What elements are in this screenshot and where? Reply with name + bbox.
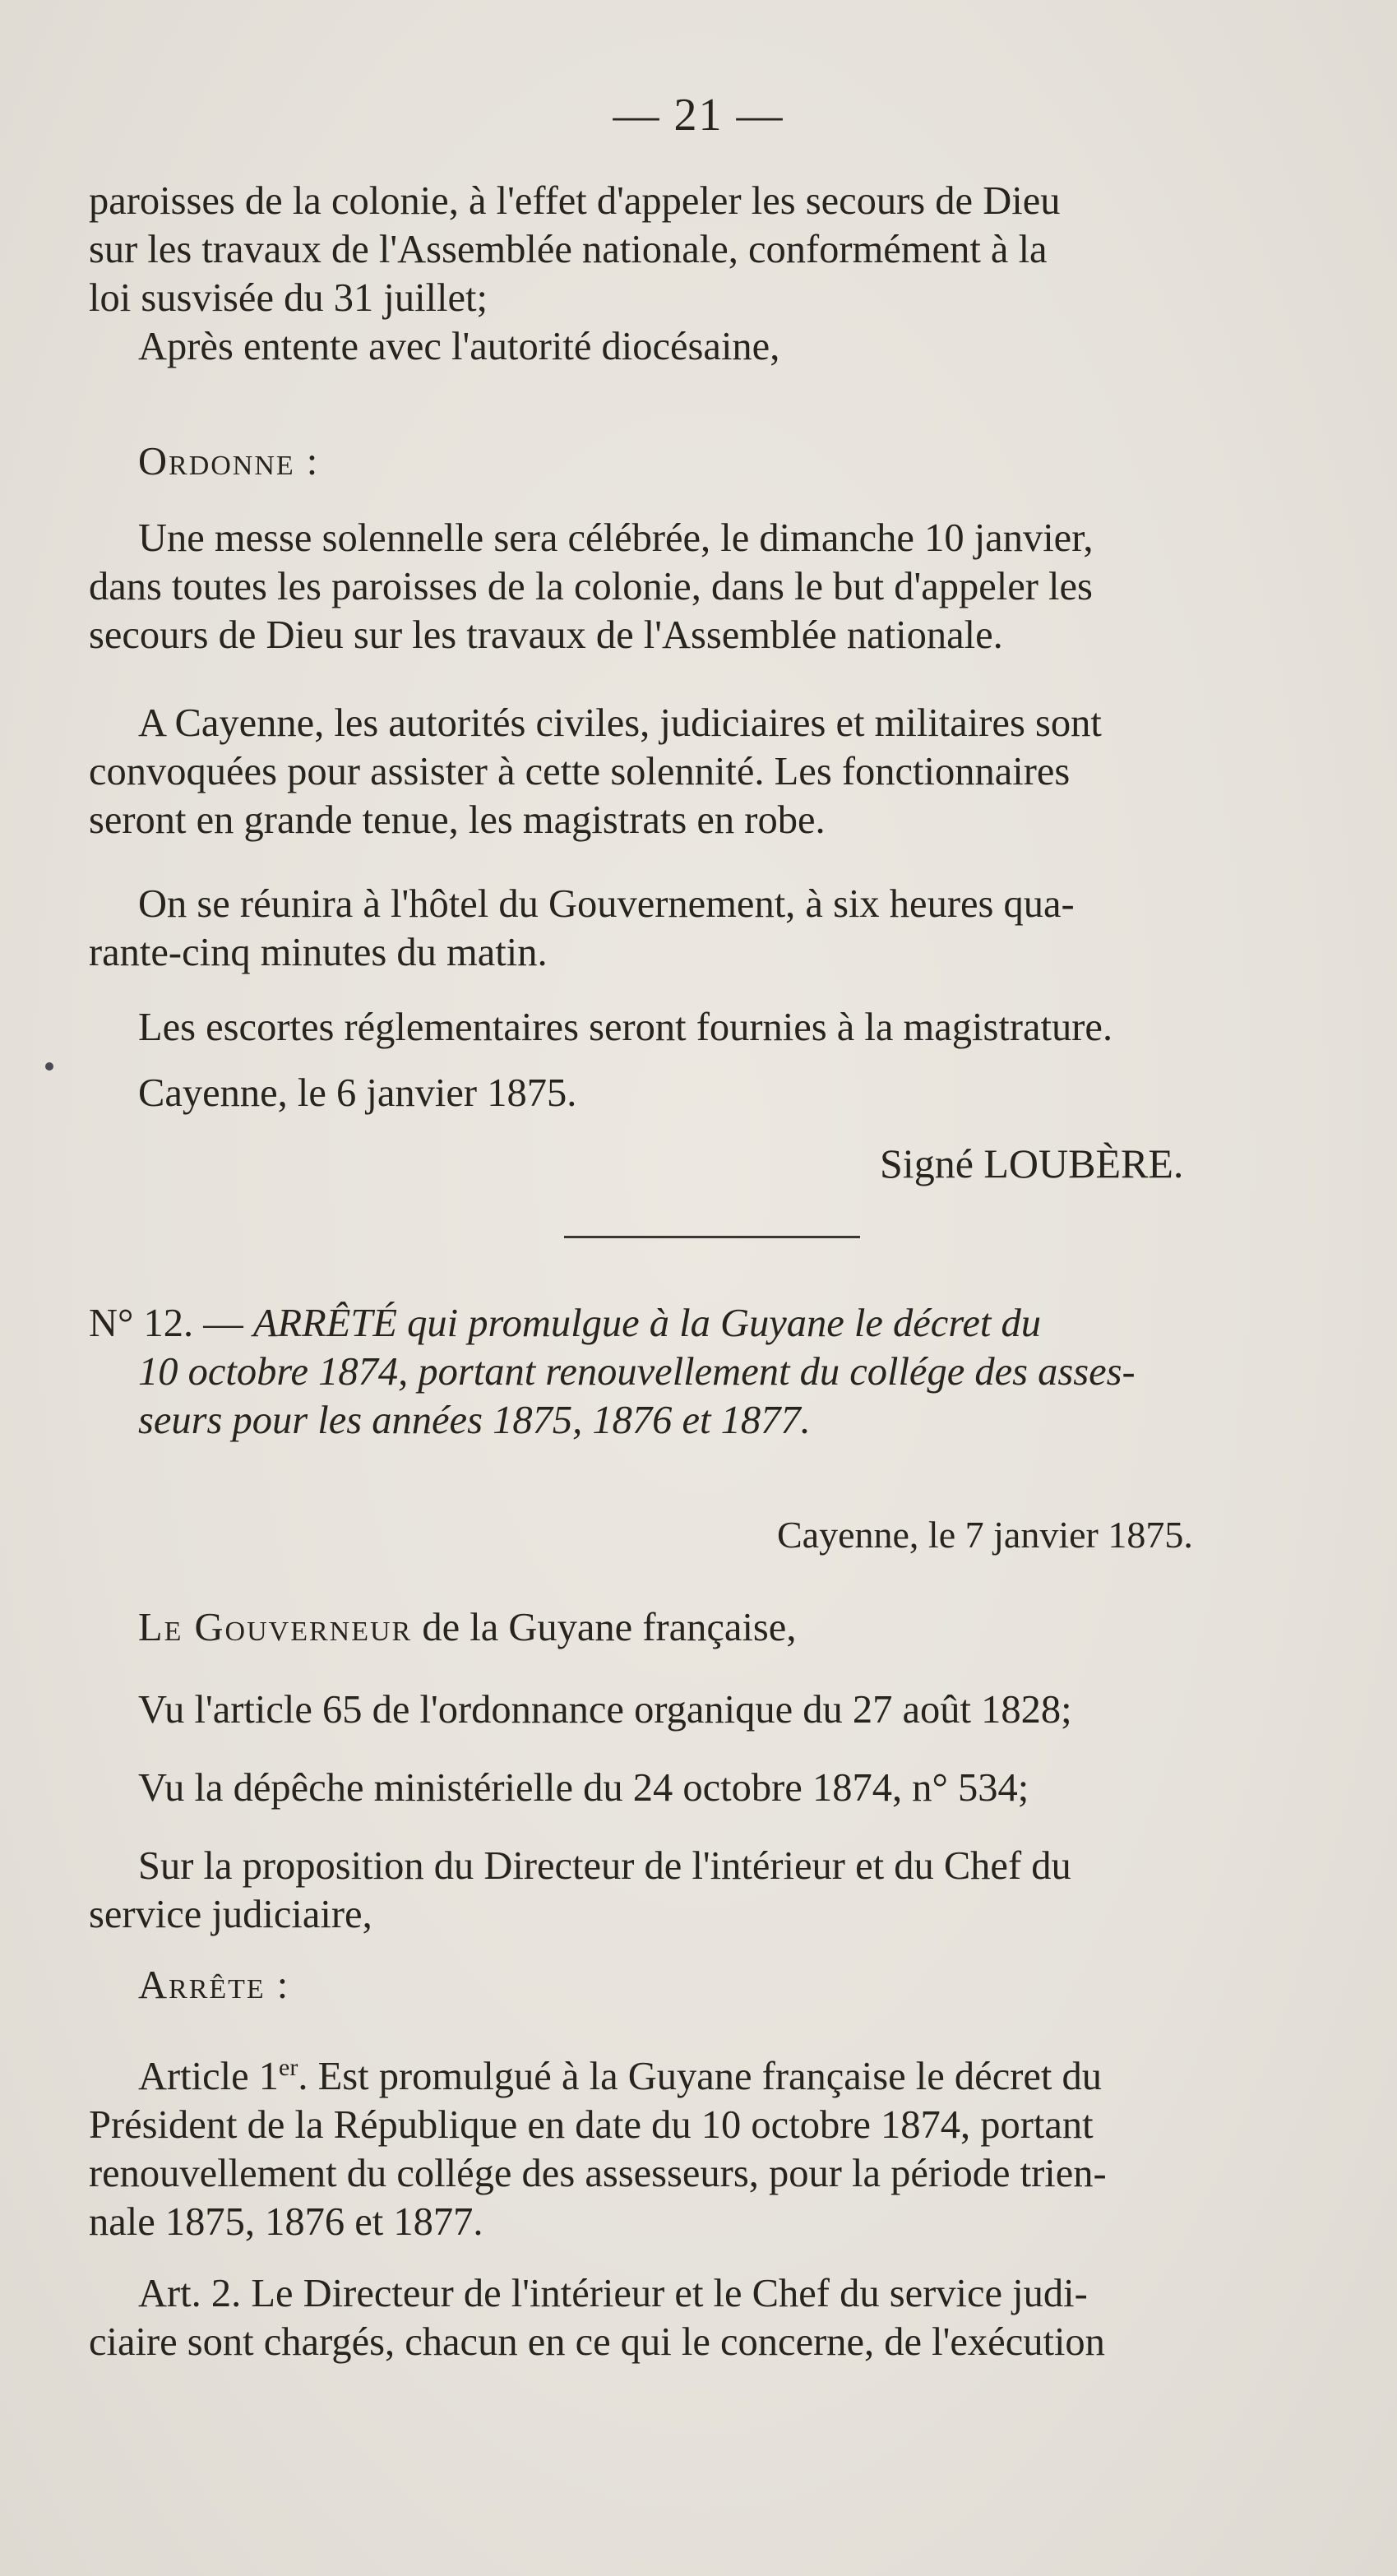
text-line: Les escortes réglementaires seront fournies à la magistrature. xyxy=(138,1006,1113,1049)
text-line: service judiciaire, xyxy=(89,1893,372,1936)
gouverneur-caps: Le Gouverneur xyxy=(138,1606,413,1649)
intro-paragraph xyxy=(89,177,1339,322)
text-line: sur les travaux de l'Assemblée nationale, conformément à la xyxy=(89,228,1048,271)
text-line: Art. 2. Le Directeur de l'intérieur et le Chef du service judi- xyxy=(138,2272,1088,2315)
arrete-title-line: seurs pour les années 1875, 1876 et 1877. xyxy=(138,1399,811,1442)
text-line: Vu la dépêche ministérielle du 24 octobre 1874, n° 534; xyxy=(138,1766,1029,1810)
text-line: ciaire sont chargés, chacun en ce qui le concerne, de l'exécution xyxy=(89,2320,1105,2364)
article-2 xyxy=(89,2269,1339,2366)
text-line: Une messe solennelle sera célébrée, le dimanche 10 janvier, xyxy=(138,516,1094,560)
arrete-title-line: 10 octobre 1874, portant renouvellement du collége des asses- xyxy=(138,1350,1136,1394)
text-line: Président de la République en date du 10 octobre 1874, portant xyxy=(89,2103,1094,2148)
gouverneur-rest: de la Guyane française, xyxy=(412,1606,797,1649)
text-line: Sur la proposition du Directeur de l'intérieur et du Chef du xyxy=(138,1844,1071,1888)
gouverneur-line xyxy=(89,1603,1339,1652)
article-1-label: Article 1 xyxy=(138,2055,280,2099)
text-line: secours de Dieu sur les travaux de l'Assemblée nationale. xyxy=(89,613,1003,657)
text-line: rante-cinq minutes du matin. xyxy=(89,931,548,974)
cayenne-paragraph xyxy=(89,699,1339,844)
place-date-1 xyxy=(89,1069,1339,1117)
entente-paragraph xyxy=(89,322,1339,371)
vu-1 xyxy=(89,1686,1339,1734)
arrete-heading xyxy=(89,1299,1339,1445)
text-line: A Cayenne, les autorités civiles, judiciaires et militaires sont xyxy=(138,701,1102,745)
section-divider xyxy=(564,1236,860,1238)
article-1-sup: er xyxy=(279,2054,298,2081)
text-line: . Est promulgué à la Guyane française le décret du xyxy=(298,2055,1103,2099)
dateline: Cayenne, le 7 janvier 1875. xyxy=(777,1514,1193,1556)
page-number: — 21 — xyxy=(613,90,784,141)
vu-2 xyxy=(89,1764,1339,1812)
ordonne-heading xyxy=(89,437,1339,486)
text-line: renouvellement du collége des assesseurs, pour la période trien- xyxy=(89,2152,1107,2196)
text-line: Cayenne, le 6 janvier 1875. xyxy=(138,1071,577,1115)
text-line: paroisses de la colonie, à l'effet d'appeler les secours de Dieu xyxy=(89,179,1061,223)
signature: Signé LOUBÈRE. xyxy=(880,1140,1184,1186)
text-line: Ordonne : xyxy=(138,440,320,483)
arrete-word xyxy=(89,1961,1339,2009)
text-line: On se réunira à l'hôtel du Gouvernement, à six heures qua- xyxy=(138,882,1075,926)
reunira-paragraph xyxy=(89,880,1339,977)
messe-paragraph xyxy=(89,514,1339,659)
text-line: loi susvisée du 31 juillet; xyxy=(89,276,488,320)
sur-proposition xyxy=(89,1842,1339,1939)
arrete-title-line: ARRÊTÉ qui promulgue à la Guyane le décret du xyxy=(252,1302,1042,1345)
text-line: dans toutes les paroisses de la colonie, dans le but d'appeler les xyxy=(89,565,1093,608)
text-line: seront en grande tenue, les magistrats en robe. xyxy=(89,798,826,842)
text-line: Après entente avec l'autorité diocésaine, xyxy=(138,325,780,368)
text-line: nale 1875, 1876 et 1877. xyxy=(89,2200,483,2245)
arrete-number: N° 12. — xyxy=(89,1302,243,1345)
article-1 xyxy=(89,2043,1339,2246)
text-line: Arrête : xyxy=(138,1963,290,2007)
escortes-paragraph xyxy=(89,1003,1339,1052)
ink-speck xyxy=(45,1062,53,1071)
text-line: Vu l'article 65 de l'ordonnance organique du 27 août 1828; xyxy=(138,1688,1072,1732)
text-line: convoquées pour assister à cette solennité. Les fonctionnaires xyxy=(89,750,1071,793)
